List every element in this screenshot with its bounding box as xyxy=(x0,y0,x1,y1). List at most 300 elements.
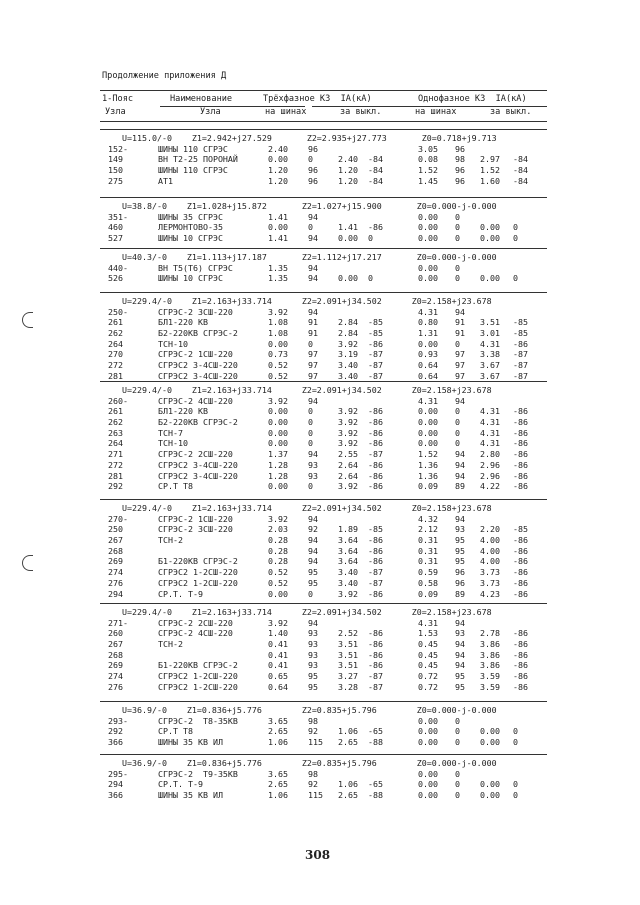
cell-n: 269 xyxy=(108,660,123,671)
block-header: U=38.8/-0 Z1=1.028+j15.872 Z2=1.027+j15.900 Z0=0.000-j-0.000 xyxy=(122,201,497,211)
cell-h: -85 xyxy=(513,524,528,535)
cell-a: 2.03 xyxy=(268,524,288,535)
cell-a: 1.08 xyxy=(268,328,288,339)
table-row xyxy=(100,154,547,165)
header-on-bus-1: на шинах xyxy=(415,107,457,117)
cell-n: 295- xyxy=(108,768,128,779)
block-separator xyxy=(100,129,547,130)
cell-g: 2.97 xyxy=(480,154,500,165)
cell-h: -86 xyxy=(513,628,528,639)
table-row xyxy=(100,144,547,155)
block-header: U=40.3/-0 Z1=1.113+j17.187 Z2=1.112+j17.217 Z0=0.000-j-0.000 xyxy=(122,252,497,262)
cell-name: ТСН-2 xyxy=(158,535,183,546)
cell-e: 0.08 xyxy=(418,154,438,165)
cell-f: 95 xyxy=(455,556,465,567)
cell-g: 4.31 xyxy=(480,338,500,349)
cell-name: ТСН-2 xyxy=(158,639,183,650)
table-row xyxy=(100,165,547,176)
cell-e: 0.00 xyxy=(418,406,438,417)
cell-e: 0.00 xyxy=(418,715,438,726)
cell-e: 0.09 xyxy=(418,481,438,492)
cell-a: 1.40 xyxy=(268,628,288,639)
cell-f: 95 xyxy=(455,535,465,546)
header-node-label: 1-Пояс xyxy=(102,94,134,104)
cell-a: 1.08 xyxy=(268,317,288,328)
cell-a: 1.06 xyxy=(268,790,288,801)
cell-name: Б2-220КВ СГРЭС-2 xyxy=(158,328,238,339)
cell-f: 0 xyxy=(455,737,460,748)
cell-h: -87 xyxy=(513,370,528,381)
table-row xyxy=(100,790,547,801)
header-bottom-rule xyxy=(100,121,547,122)
cell-h: -86 xyxy=(513,556,528,567)
cell-d: -87 xyxy=(368,370,383,381)
cell-n: 267 xyxy=(108,639,123,650)
cell-n: 460 xyxy=(108,222,123,233)
cell-g: 0.00 xyxy=(480,222,500,233)
cell-c: 3.92 xyxy=(338,338,358,349)
cell-name: ТСН-10 xyxy=(158,338,188,349)
table-row xyxy=(100,578,547,589)
cell-b: 97 xyxy=(308,360,318,371)
table-row xyxy=(100,671,547,682)
cell-g: 3.67 xyxy=(480,370,500,381)
table-row xyxy=(100,406,547,417)
block-separator xyxy=(100,499,547,500)
cell-e: 0.00 xyxy=(418,417,438,428)
cell-g: 1.52 xyxy=(480,165,500,176)
cell-h: -86 xyxy=(513,438,528,449)
cell-d: -65 xyxy=(368,726,383,737)
cell-b: 96 xyxy=(308,165,318,176)
cell-b: 115 xyxy=(308,737,323,748)
cell-g: 3.59 xyxy=(480,671,500,682)
table-row xyxy=(100,263,547,274)
block-separator xyxy=(100,701,547,702)
cell-e: 0.00 xyxy=(418,438,438,449)
cell-e: 0.80 xyxy=(418,317,438,328)
margin-mark xyxy=(22,312,33,328)
cell-d: -86 xyxy=(368,222,383,233)
cell-a: 1.28 xyxy=(268,470,288,481)
cell-name: Б1-220КВ СГРЭС-2 xyxy=(158,660,238,671)
cell-d: -85 xyxy=(368,328,383,339)
cell-e: 0.58 xyxy=(418,577,438,588)
cell-n: 275 xyxy=(108,175,123,186)
cell-n: 264 xyxy=(108,338,123,349)
cell-c: 3.64 xyxy=(338,535,358,546)
cell-name: СГРЭС-2 2СШ-220 xyxy=(158,617,233,628)
cell-n: 272 xyxy=(108,459,123,470)
result-block xyxy=(100,201,547,244)
block-separator xyxy=(100,754,547,755)
cell-f: 0 xyxy=(455,222,460,233)
cell-name: ВН Т5(Т6) СГРЭС xyxy=(158,262,233,273)
cell-name: ШИНЫ 35 КВ ИЛ xyxy=(158,790,223,801)
cell-f: 0 xyxy=(455,427,460,438)
cell-a: 0.00 xyxy=(268,438,288,449)
table-row xyxy=(100,514,547,525)
cell-f: 94 xyxy=(455,617,465,628)
cell-c: 3.64 xyxy=(338,545,358,556)
cell-d: -87 xyxy=(368,449,383,460)
cell-h: -86 xyxy=(513,459,528,470)
cell-a: 3.65 xyxy=(268,768,288,779)
cell-g: 2.80 xyxy=(480,449,500,460)
result-block xyxy=(100,705,547,748)
table-row xyxy=(100,618,547,629)
cell-f: 94 xyxy=(455,639,465,650)
cell-d: -86 xyxy=(368,427,383,438)
cell-n: 260- xyxy=(108,395,128,406)
cell-name: СР.Т. Т-9 xyxy=(158,779,203,790)
table-row xyxy=(100,660,547,671)
cell-n: 271- xyxy=(108,617,128,628)
cell-e: 0.64 xyxy=(418,370,438,381)
table-row xyxy=(100,307,547,318)
cell-e: 0.00 xyxy=(418,211,438,222)
result-block xyxy=(100,385,547,492)
header-three-phase: Трёхфазное КЗ IA(кА) xyxy=(263,94,372,104)
cell-n: 150 xyxy=(108,165,123,176)
cell-e: 0.00 xyxy=(418,726,438,737)
cell-d: -86 xyxy=(368,438,383,449)
cell-e: 1.31 xyxy=(418,328,438,339)
cell-d: -85 xyxy=(368,317,383,328)
cell-b: 94 xyxy=(308,535,318,546)
cell-a: 3.92 xyxy=(268,617,288,628)
cell-c: 2.55 xyxy=(338,449,358,460)
cell-a: 0.28 xyxy=(268,545,288,556)
cell-f: 0 xyxy=(455,262,460,273)
cell-c: 2.65 xyxy=(338,790,358,801)
cell-b: 95 xyxy=(308,567,318,578)
cell-n: 294 xyxy=(108,779,123,790)
cell-h: -86 xyxy=(513,588,528,599)
block-separator xyxy=(100,248,547,249)
cell-n: 276 xyxy=(108,681,123,692)
cell-n: 261 xyxy=(108,317,123,328)
cell-name: ШИНЫ 10 СГРЭС xyxy=(158,233,223,244)
cell-a: 0.00 xyxy=(268,338,288,349)
cell-name: БЛ1-220 КВ xyxy=(158,317,208,328)
cell-d: -87 xyxy=(368,360,383,371)
cell-d: 0 xyxy=(368,233,373,244)
cell-a: 0.41 xyxy=(268,649,288,660)
cell-h: -86 xyxy=(513,577,528,588)
block-separator xyxy=(100,603,547,604)
cell-h: -86 xyxy=(513,427,528,438)
cell-h: -84 xyxy=(513,165,528,176)
cell-d: -87 xyxy=(368,567,383,578)
cell-c: 3.92 xyxy=(338,417,358,428)
cell-g: 4.22 xyxy=(480,481,500,492)
table-row xyxy=(100,628,547,639)
cell-n: 260 xyxy=(108,628,123,639)
cell-f: 91 xyxy=(455,328,465,339)
cell-f: 0 xyxy=(455,273,460,284)
cell-a: 0.64 xyxy=(268,681,288,692)
cell-f: 94 xyxy=(455,513,465,524)
result-block xyxy=(100,252,547,284)
cell-g: 0.00 xyxy=(480,233,500,244)
table-row xyxy=(100,328,547,339)
cell-b: 95 xyxy=(308,681,318,692)
cell-name: СР.Т. Т-9 xyxy=(158,588,203,599)
cell-h: -84 xyxy=(513,154,528,165)
cell-n: 152- xyxy=(108,143,128,154)
table-row xyxy=(100,212,547,223)
cell-n: 268 xyxy=(108,649,123,660)
cell-f: 0 xyxy=(455,438,460,449)
table-row xyxy=(100,471,547,482)
cell-e: 0.00 xyxy=(418,273,438,284)
cell-a: 0.28 xyxy=(268,556,288,567)
cell-a: 0.52 xyxy=(268,370,288,381)
cell-f: 91 xyxy=(455,317,465,328)
table-row xyxy=(100,339,547,350)
cell-n: 149 xyxy=(108,154,123,165)
cell-d: -86 xyxy=(368,545,383,556)
cell-f: 89 xyxy=(455,588,465,599)
cell-n: 261 xyxy=(108,406,123,417)
cell-c: 3.19 xyxy=(338,349,358,360)
cell-d: -86 xyxy=(368,649,383,660)
cell-h: -87 xyxy=(513,349,528,360)
cell-n: 351- xyxy=(108,211,128,222)
cell-h: 0 xyxy=(513,790,518,801)
cell-f: 96 xyxy=(455,567,465,578)
cell-g: 0.00 xyxy=(480,790,500,801)
page-title: Продолжение приложения Д xyxy=(102,71,227,81)
cell-e: 0.00 xyxy=(418,338,438,349)
cell-e: 4.31 xyxy=(418,306,438,317)
cell-b: 94 xyxy=(308,273,318,284)
cell-c: 2.84 xyxy=(338,328,358,339)
cell-c: 2.64 xyxy=(338,470,358,481)
cell-name: СГРЭС-2 3СШ-220 xyxy=(158,306,233,317)
cell-name: ШИНЫ 35 КВ ИЛ xyxy=(158,737,223,748)
block-header: U=229.4/-0 Z1=2.163+j33.714 Z2=2.091+j34.502 Z0=2.158+j23.678 xyxy=(122,385,492,395)
cell-b: 94 xyxy=(308,556,318,567)
cell-b: 94 xyxy=(308,617,318,628)
cell-e: 3.05 xyxy=(418,143,438,154)
result-block xyxy=(100,607,547,693)
result-block xyxy=(100,758,547,801)
cell-c: 0.00 xyxy=(338,233,358,244)
cell-g: 4.31 xyxy=(480,406,500,417)
cell-h: -85 xyxy=(513,328,528,339)
cell-a: 1.41 xyxy=(268,233,288,244)
cell-h: -86 xyxy=(513,545,528,556)
cell-f: 0 xyxy=(455,406,460,417)
cell-b: 92 xyxy=(308,779,318,790)
cell-c: 3.64 xyxy=(338,556,358,567)
cell-d: -65 xyxy=(368,779,383,790)
cell-b: 95 xyxy=(308,577,318,588)
cell-a: 1.37 xyxy=(268,449,288,460)
table-row xyxy=(100,360,547,371)
cell-name: СГРЭС-2 3СШ-220 xyxy=(158,524,233,535)
margin-mark xyxy=(22,555,33,571)
cell-f: 97 xyxy=(455,349,465,360)
table-row xyxy=(100,726,547,737)
cell-e: 0.31 xyxy=(418,556,438,567)
cell-d: -87 xyxy=(368,671,383,682)
cell-b: 0 xyxy=(308,417,313,428)
cell-name: СГРЭС-2 2СШ-220 xyxy=(158,449,233,460)
cell-g: 3.59 xyxy=(480,681,500,692)
cell-name: ШИНЫ 110 СГРЭС xyxy=(158,143,228,154)
cell-name: СГРЭС2 3-4СШ-220 xyxy=(158,459,238,470)
cell-g: 1.60 xyxy=(480,175,500,186)
cell-c: 3.92 xyxy=(338,588,358,599)
cell-h: -86 xyxy=(513,639,528,650)
cell-g: 4.00 xyxy=(480,556,500,567)
block-header: U=229.4/-0 Z1=2.163+j33.714 Z2=2.091+j34.502 Z0=2.158+j23.678 xyxy=(122,607,492,617)
table-row xyxy=(100,535,547,546)
cell-b: 98 xyxy=(308,715,318,726)
cell-h: -86 xyxy=(513,681,528,692)
cell-c: 2.52 xyxy=(338,628,358,639)
cell-b: 97 xyxy=(308,349,318,360)
cell-f: 97 xyxy=(455,370,465,381)
table-row xyxy=(100,481,547,492)
cell-b: 94 xyxy=(308,395,318,406)
cell-f: 95 xyxy=(455,671,465,682)
cell-h: -85 xyxy=(513,317,528,328)
result-block xyxy=(100,133,547,186)
cell-b: 0 xyxy=(308,406,313,417)
cell-name: СГРЭС2 3-4СШ-220 xyxy=(158,470,238,481)
cell-a: 0.00 xyxy=(268,427,288,438)
cell-name: БЛ1-220 КВ xyxy=(158,406,208,417)
cell-a: 2.65 xyxy=(268,726,288,737)
cell-e: 0.45 xyxy=(418,649,438,660)
cell-f: 94 xyxy=(455,449,465,460)
cell-c: 2.40 xyxy=(338,154,358,165)
cell-name: СГРЭС2 3-4СШ-220 xyxy=(158,370,238,381)
cell-a: 0.52 xyxy=(268,360,288,371)
table-row xyxy=(100,317,547,328)
cell-c: 2.64 xyxy=(338,459,358,470)
cell-a: 0.28 xyxy=(268,535,288,546)
cell-name: ШИНЫ 110 СГРЭС xyxy=(158,165,228,176)
cell-b: 94 xyxy=(308,211,318,222)
cell-e: 4.31 xyxy=(418,617,438,628)
cell-g: 4.31 xyxy=(480,427,500,438)
cell-a: 1.20 xyxy=(268,175,288,186)
cell-e: 0.09 xyxy=(418,588,438,599)
header-name-label: Наименование xyxy=(170,94,233,104)
cell-n: 440- xyxy=(108,262,128,273)
cell-d: -85 xyxy=(368,524,383,535)
cell-g: 0.00 xyxy=(480,273,500,284)
cell-d: -84 xyxy=(368,175,383,186)
cell-a: 0.00 xyxy=(268,222,288,233)
cell-b: 94 xyxy=(308,233,318,244)
cell-n: 527 xyxy=(108,233,123,244)
cell-c: 3.92 xyxy=(338,406,358,417)
table-row xyxy=(100,371,547,382)
cell-h: -86 xyxy=(513,535,528,546)
cell-b: 91 xyxy=(308,317,318,328)
cell-h: 0 xyxy=(513,222,518,233)
cell-e: 0.00 xyxy=(418,233,438,244)
cell-name: СГРЭС-2 Т8-35КВ xyxy=(158,715,238,726)
table-top-rule xyxy=(100,90,547,91)
cell-a: 3.92 xyxy=(268,306,288,317)
table-row xyxy=(100,222,547,233)
cell-g: 4.00 xyxy=(480,535,500,546)
cell-e: 0.72 xyxy=(418,671,438,682)
cell-d: -86 xyxy=(368,628,383,639)
cell-e: 1.52 xyxy=(418,449,438,460)
cell-a: 0.41 xyxy=(268,660,288,671)
table-row xyxy=(100,769,547,780)
cell-d: -87 xyxy=(368,577,383,588)
cell-n: 271 xyxy=(108,449,123,460)
cell-n: 272 xyxy=(108,360,123,371)
cell-d: -84 xyxy=(368,165,383,176)
header-name-sub: Узла xyxy=(200,107,221,117)
cell-e: 0.31 xyxy=(418,535,438,546)
cell-a: 0.00 xyxy=(268,417,288,428)
cell-d: -84 xyxy=(368,154,383,165)
cell-d: -88 xyxy=(368,790,383,801)
cell-e: 1.53 xyxy=(418,628,438,639)
cell-name: ШИНЫ 35 СГРЭС xyxy=(158,211,223,222)
cell-g: 3.73 xyxy=(480,567,500,578)
cell-f: 0 xyxy=(455,779,460,790)
cell-c: 2.84 xyxy=(338,317,358,328)
result-block xyxy=(100,503,547,599)
cell-c: 3.27 xyxy=(338,671,358,682)
cell-d: -88 xyxy=(368,737,383,748)
cell-c: 2.65 xyxy=(338,737,358,748)
cell-d: -86 xyxy=(368,338,383,349)
cell-h: -86 xyxy=(513,481,528,492)
cell-b: 0 xyxy=(308,588,313,599)
cell-name: ШИНЫ 10 СГРЭС xyxy=(158,273,223,284)
cell-n: 270- xyxy=(108,513,128,524)
cell-n: 281 xyxy=(108,370,123,381)
cell-e: 1.45 xyxy=(418,175,438,186)
cell-h: 0 xyxy=(513,779,518,790)
cell-f: 96 xyxy=(455,143,465,154)
cell-a: 1.41 xyxy=(268,211,288,222)
cell-e: 0.64 xyxy=(418,360,438,371)
cell-b: 94 xyxy=(308,545,318,556)
cell-h: -84 xyxy=(513,175,528,186)
cell-d: -86 xyxy=(368,588,383,599)
cell-f: 96 xyxy=(455,175,465,186)
cell-h: -86 xyxy=(513,649,528,660)
table-row xyxy=(100,650,547,661)
cell-f: 0 xyxy=(455,715,460,726)
cell-n: 366 xyxy=(108,737,123,748)
cell-a: 0.52 xyxy=(268,577,288,588)
cell-g: 4.23 xyxy=(480,588,500,599)
cell-a: 1.35 xyxy=(268,262,288,273)
cell-h: 0 xyxy=(513,726,518,737)
cell-c: 3.51 xyxy=(338,660,358,671)
table-row xyxy=(100,716,547,727)
table-row xyxy=(100,449,547,460)
cell-b: 97 xyxy=(308,370,318,381)
cell-h: -86 xyxy=(513,671,528,682)
cell-b: 98 xyxy=(308,768,318,779)
